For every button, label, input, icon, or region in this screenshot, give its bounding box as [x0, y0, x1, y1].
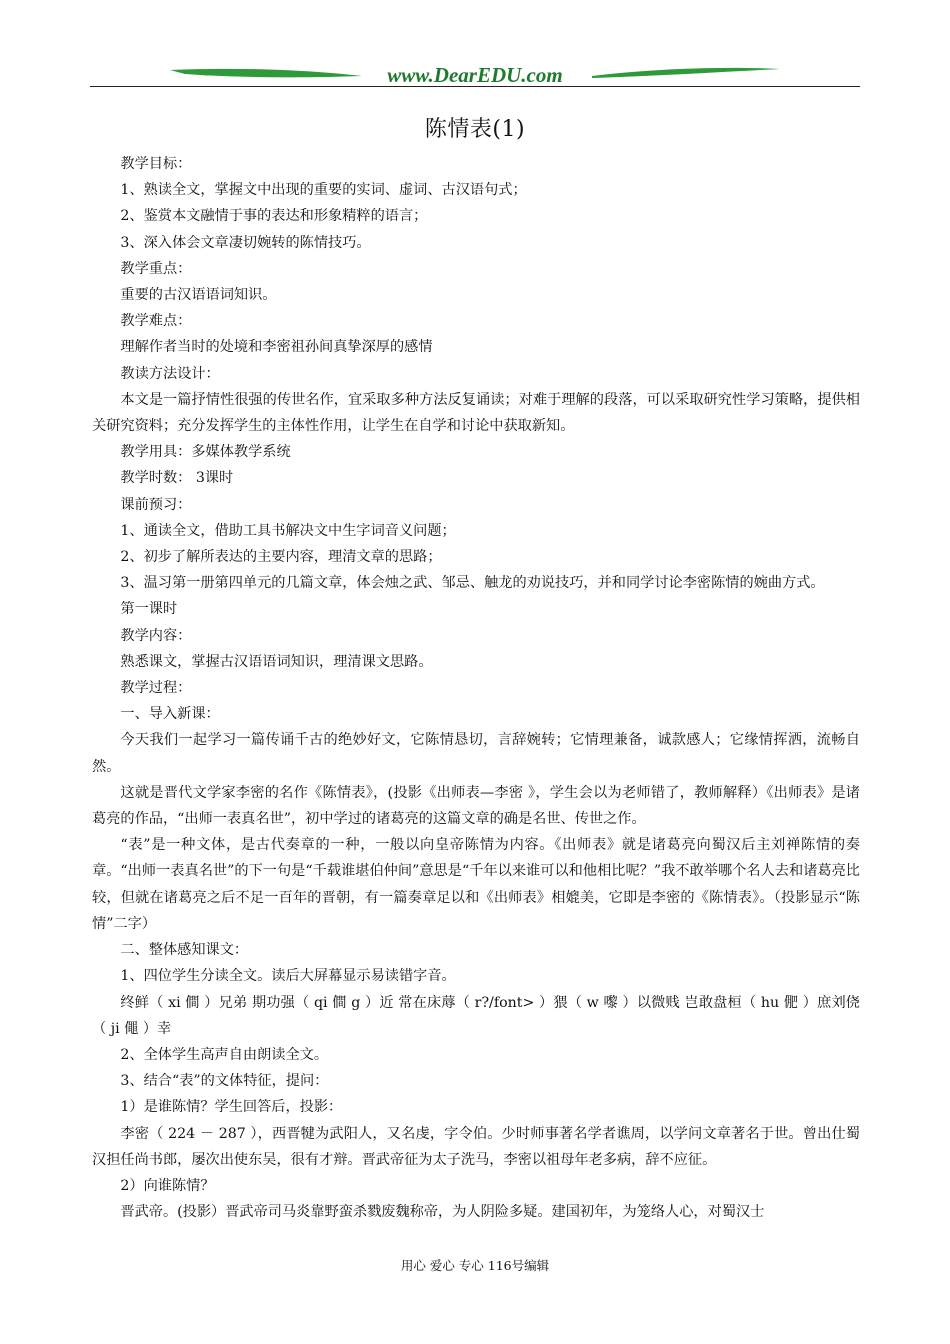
- paragraph: 熟悉课文，掌握古汉语语词知识，理清课文思路。: [120, 653, 433, 670]
- paragraph: 2、初步了解所表达的主要内容，理清文章的思路；: [120, 549, 442, 566]
- paragraph: 教学内容：: [120, 627, 192, 644]
- paragraph: 一、导入新课：: [120, 706, 220, 723]
- paragraph: 2、鉴赏本文融情于事的表达和形象精粹的语言；: [120, 208, 428, 225]
- paragraph: 重要的古汉语语词知识。: [120, 287, 277, 304]
- paragraph: 教学难点：: [120, 313, 192, 330]
- paragraph: 理解作者当时的处境和李密祖孙间真挚深厚的感情: [120, 339, 433, 356]
- paragraph: 2）向谁陈情？: [120, 1177, 215, 1194]
- site-url-text: www.DearEDU.com: [387, 63, 563, 87]
- paragraph: 教读方法设计：: [120, 365, 220, 382]
- paragraph: 本文是一篇抒情性很强的传世名作，宜采取多种方法反复诵读；对难于理解的段落，可以采取研究性学习策略，提供相关研究资料；充分发挥学生的主体性作用，让学生在自学和讨论中获取新知。: [92, 391, 860, 435]
- page-footer: 用心 爱心 专心 116号编辑: [400, 1258, 550, 1273]
- paragraph: 今天我们一起学习一篇传诵千古的绝妙好文，它陈情恳切，言辞婉转；它情理兼备，诚款感人；它缘情挥洒，流畅自然。: [92, 732, 860, 775]
- paragraph: 教学重点：: [120, 260, 192, 277]
- document-title: 陈情表(1): [424, 117, 526, 142]
- left-swoosh: [170, 69, 362, 77]
- paragraph: 终鲜（ xi 僴 ）兄弟 期功强（ qi 僴 g ）近 常在床蓐（ r?/font> ）猥（ w 嚟 ）以微贱 岂敢盘桓（ hu 俷 ）庶刘侥（ ji 僶 ）幸: [92, 994, 860, 1037]
- paragraph: 3、温习第一册第四单元的几篇文章，体会烛之武、邹忌、触龙的劝说技巧，并和同学讨论李密陈情的婉曲方式。: [120, 575, 825, 592]
- paragraph: 二、整体感知课文：: [120, 942, 249, 959]
- paragraph: 1、熟读全文，掌握文中出现的重要的实词、虚词、古汉语句式；: [120, 182, 527, 199]
- header-divider: [90, 86, 860, 87]
- paragraph: 教学目标：: [120, 156, 192, 172]
- paragraph: 2、全体学生高声自由朗读全文。: [120, 1046, 329, 1063]
- paragraph: 教学过程：: [120, 680, 192, 697]
- paragraph: 1、四位学生分读全文。读后大屏幕显示易读错字音。: [120, 968, 456, 985]
- paragraph: “表”是一种文体，是古代奏章的一种，一般以向皇帝陈情为内容。《出师表》就是诸葛亮向蜀汉后主刘禅陈情的奏章。“出师一表真名世”的下一句是“千载谁堪伯仲间”意思是“千年以来谁可以和他相比呢？”我不敢举哪个名人去和诸葛亮比较，但就在诸葛亮之后不足一百年的晋朝，有一篇奏章足以和《出师表》相媲美，它即是李密的《陈情表》。（投影显示“陈情”二字）: [92, 837, 860, 932]
- document-body: [92, 151, 860, 1225]
- paragraph: 李密（ 224 － 287 ），西晋犍为武阳人，又名虔，字令伯。少时师事著名学者谯周，以学问文章著名于世。曾出仕蜀汉担任尚书郎，屡次出使东吴，很有才辩。晋武帝征为太子洗马，李密以祖母年老多病，辞不应征。: [92, 1125, 860, 1168]
- paragraph: 第一课时: [120, 601, 178, 618]
- paragraph: 3、结合“表”的文体特征，提问：: [120, 1073, 329, 1090]
- right-swoosh: [592, 68, 780, 78]
- paragraph: 课前预习：: [120, 496, 192, 513]
- paragraph: 3、深入体会文章凄切婉转的陈情技巧。: [120, 234, 371, 251]
- paragraph: 这就是晋代文学家李密的名作《陈情表》，(投影《出师表—李密 》，学生会以为老师错了，教师解释）《出师表》是诸葛亮的作品，“出师一表真名世”，初中学过的诸葛亮的这篇文章的确是名世、传世之作。: [92, 784, 860, 828]
- paragraph: 教学时数： 3课时: [120, 470, 234, 487]
- paragraph: 教学用具：多媒体教学系统: [120, 444, 291, 461]
- paragraph: 1、通读全文，借助工具书解决文中生字词音义问题；: [120, 522, 456, 539]
- paragraph: 晋武帝。(投影）晋武帝司马炎靠野蛮杀戮废魏称帝，为人阴险多疑。建国初年，为笼络人心，对蜀汉士: [120, 1204, 765, 1221]
- paragraph: 1）是谁陈情？学生回答后，投影：: [120, 1099, 343, 1116]
